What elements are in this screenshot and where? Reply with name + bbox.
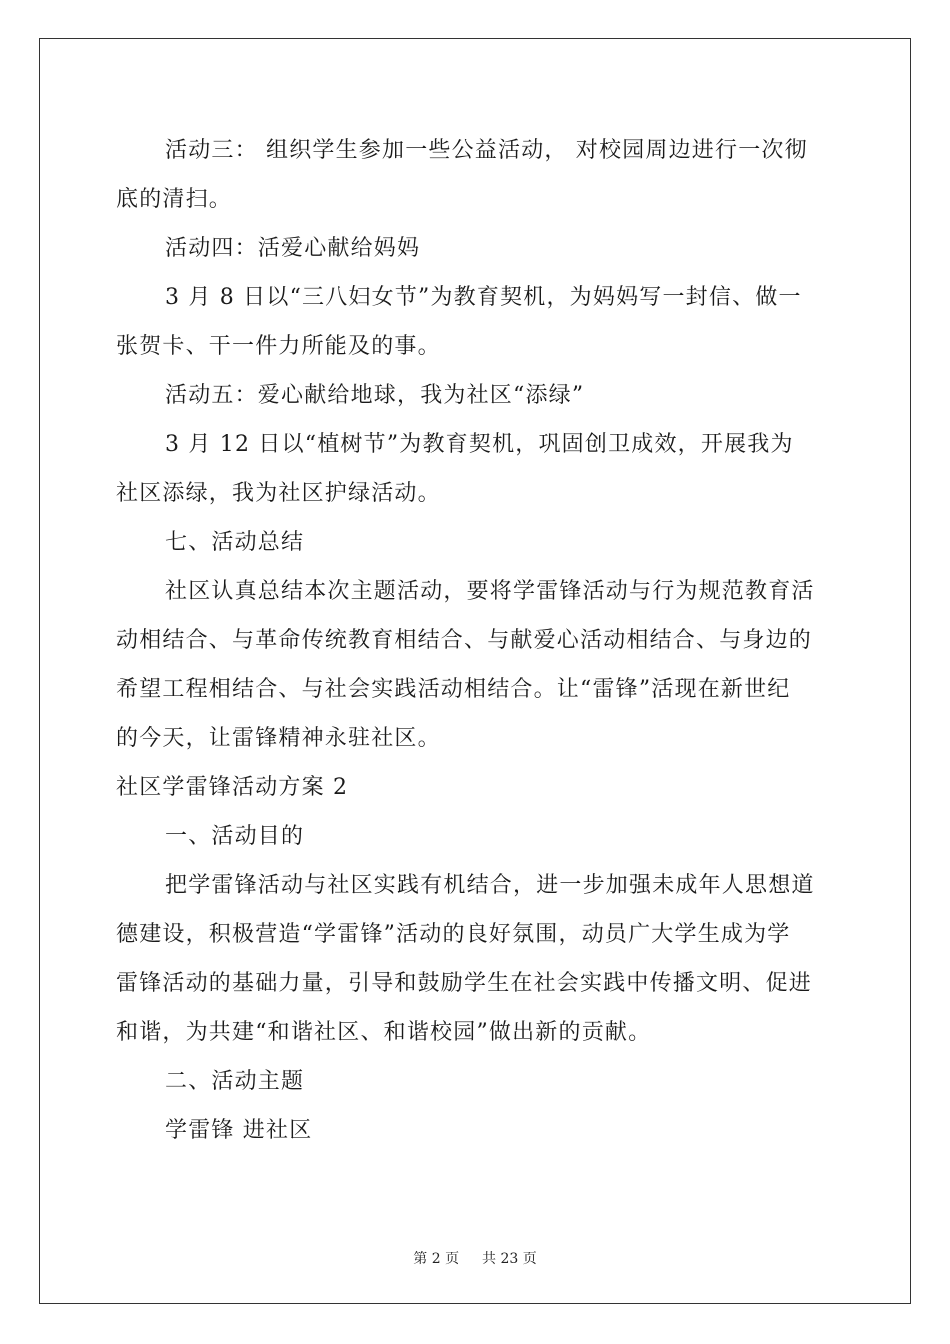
text-line: 底的清扫。	[116, 187, 233, 212]
text-line: 二、活动主题	[165, 1069, 305, 1094]
text-line: 七、活动总结	[165, 530, 305, 555]
text-line: 雷锋活动的基础力量，引导和鼓励学生在社会实践中传播文明、促进	[116, 971, 813, 996]
text-line: 社区添绿，我为社区护绿活动。	[116, 481, 441, 506]
text-line: 活动五：爱心献给地球，我为社区“添绿”	[165, 383, 585, 408]
text-line: 学雷锋 进社区	[165, 1118, 313, 1143]
document-body	[116, 126, 836, 1155]
text-line: 德建设，积极营造“学雷锋”活动的良好氛围，动员广大学生成为学	[116, 922, 791, 947]
text-line: 的今天，让雷锋精神永驻社区。	[116, 726, 441, 751]
text-line: 社区学雷锋活动方案 2	[116, 775, 349, 800]
text-line: 活动三： 组织学生参加一些公益活动， 对校园周边进行一次彻	[165, 138, 808, 163]
page-total: 共 23 页	[482, 1251, 537, 1267]
page-footer	[0, 1248, 950, 1268]
text-line: 张贺卡、干一件力所能及的事。	[116, 334, 441, 359]
text-line: 希望工程相结合、与社会实践活动相结合。让“雷锋”活现在新世纪	[116, 677, 791, 702]
text-line: 3 月 12 日以“植树节”为教育契机，巩固创卫成效，开展我为	[165, 432, 794, 457]
text-line: 3 月 8 日以“三八妇女节”为教育契机，为妈妈写一封信、做一	[165, 285, 802, 310]
page-number: 第 2 页	[413, 1251, 460, 1267]
text-line: 把学雷锋活动与社区实践有机结合，进一步加强未成年人思想道	[165, 873, 815, 898]
text-line: 活动四：活爱心献给妈妈	[165, 236, 421, 261]
text-line: 动相结合、与革命传统教育相结合、与献爱心活动相结合、与身边的	[116, 628, 813, 653]
text-line: 社区认真总结本次主题活动，要将学雷锋活动与行为规范教育活	[165, 579, 815, 604]
text-line: 一、活动目的	[165, 824, 305, 849]
text-line: 和谐，为共建“和谐社区、和谐校园”做出新的贡献。	[116, 1020, 652, 1045]
